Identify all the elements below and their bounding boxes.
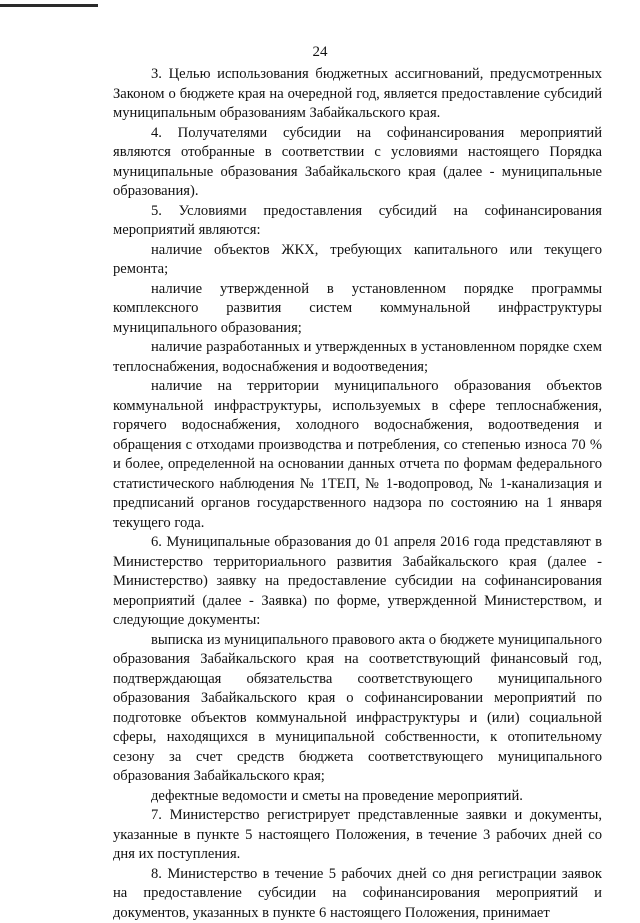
paragraph-7-registration: 7. Министерство регистрирует представленные заявки и документы, указанные в пункте 5 настоящего Положения, в течение 3 рабочих дней со дня их поступления. [113, 806, 602, 865]
paragraph-8-review: 8. Министерство в течение 5 рабочих дней со дня регистрации заявок на предоставление субсидии на софинансирования мероприятий и документов, указанных в пункте 6 настоящего Положения, принимает [113, 865, 602, 923]
page-number: 24 [0, 43, 640, 61]
scan-edge-mark [0, 4, 98, 7]
document-body [113, 65, 602, 923]
condition-housing-objects: наличие объектов ЖКХ, требующих капитального или текущего ремонта; [113, 241, 602, 280]
condition-development-program: наличие утвержденной в установленном порядке программы комплексного развития систем коммунальной инфраструктуры муниципального образования; [113, 280, 602, 339]
condition-infrastructure-wear: наличие на территории муниципального образования объектов коммунальной инфраструктуры, используемых в сфере теплоснабжения, горячего водоснабжения, холодного водоснабжения, водоотведения и обращения с отходами производства и потребления, со степенью износа 70 % и более, определенной на основании данных отчета по формам федерального статистического наблюдения № 1ТЕП, № 1-водопровод, № 1-канализация и предписаний органов государственного надзора по состоянию на 1 января текущего года. [113, 377, 602, 533]
condition-supply-schemes: наличие разработанных и утвержденных в установленном порядке схем теплоснабжения, водоснабжения и водоотведения; [113, 338, 602, 377]
document-defect-statements: дефектные ведомости и сметы на проведение мероприятий. [113, 787, 602, 807]
paragraph-6-application: 6. Муниципальные образования до 01 апреля 2016 года представляют в Министерство территориального развития Забайкальского края (далее - Министерство) заявку на предоставление субсидии на софинансирования мероприятий (далее - Заявка) по форме, утвержденной Министерством, и следующие документы: [113, 533, 602, 631]
paragraph-4-recipients: 4. Получателями субсидии на софинансирования мероприятий являются отобранные в соответствии с условиями настоящего Порядка муниципальные образования Забайкальского края (далее - муниципальные образования). [113, 124, 602, 202]
paragraph-3-purpose: 3. Целью использования бюджетных ассигнований, предусмотренных Законом о бюджете края на очередной год, является предоставление субсидий муниципальным образованиям Забайкальского края. [113, 65, 602, 124]
document-budget-extract: выписка из муниципального правового акта о бюджете муниципального образования Забайкальского края на соответствующий финансовый год, подтверждающая обязательства соответствующего муниципального образования Забайкальского края о софинансировании мероприятий по подготовке объектов коммунальной инфраструктуры и (или) социальной сферы, находящихся в муниципальной собственности, к отопительному сезону за счет средств бюджета соответствующего муниципального образования Забайкальского края; [113, 631, 602, 787]
paragraph-5-conditions: 5. Условиями предоставления субсидий на софинансирования мероприятий являются: [113, 202, 602, 241]
